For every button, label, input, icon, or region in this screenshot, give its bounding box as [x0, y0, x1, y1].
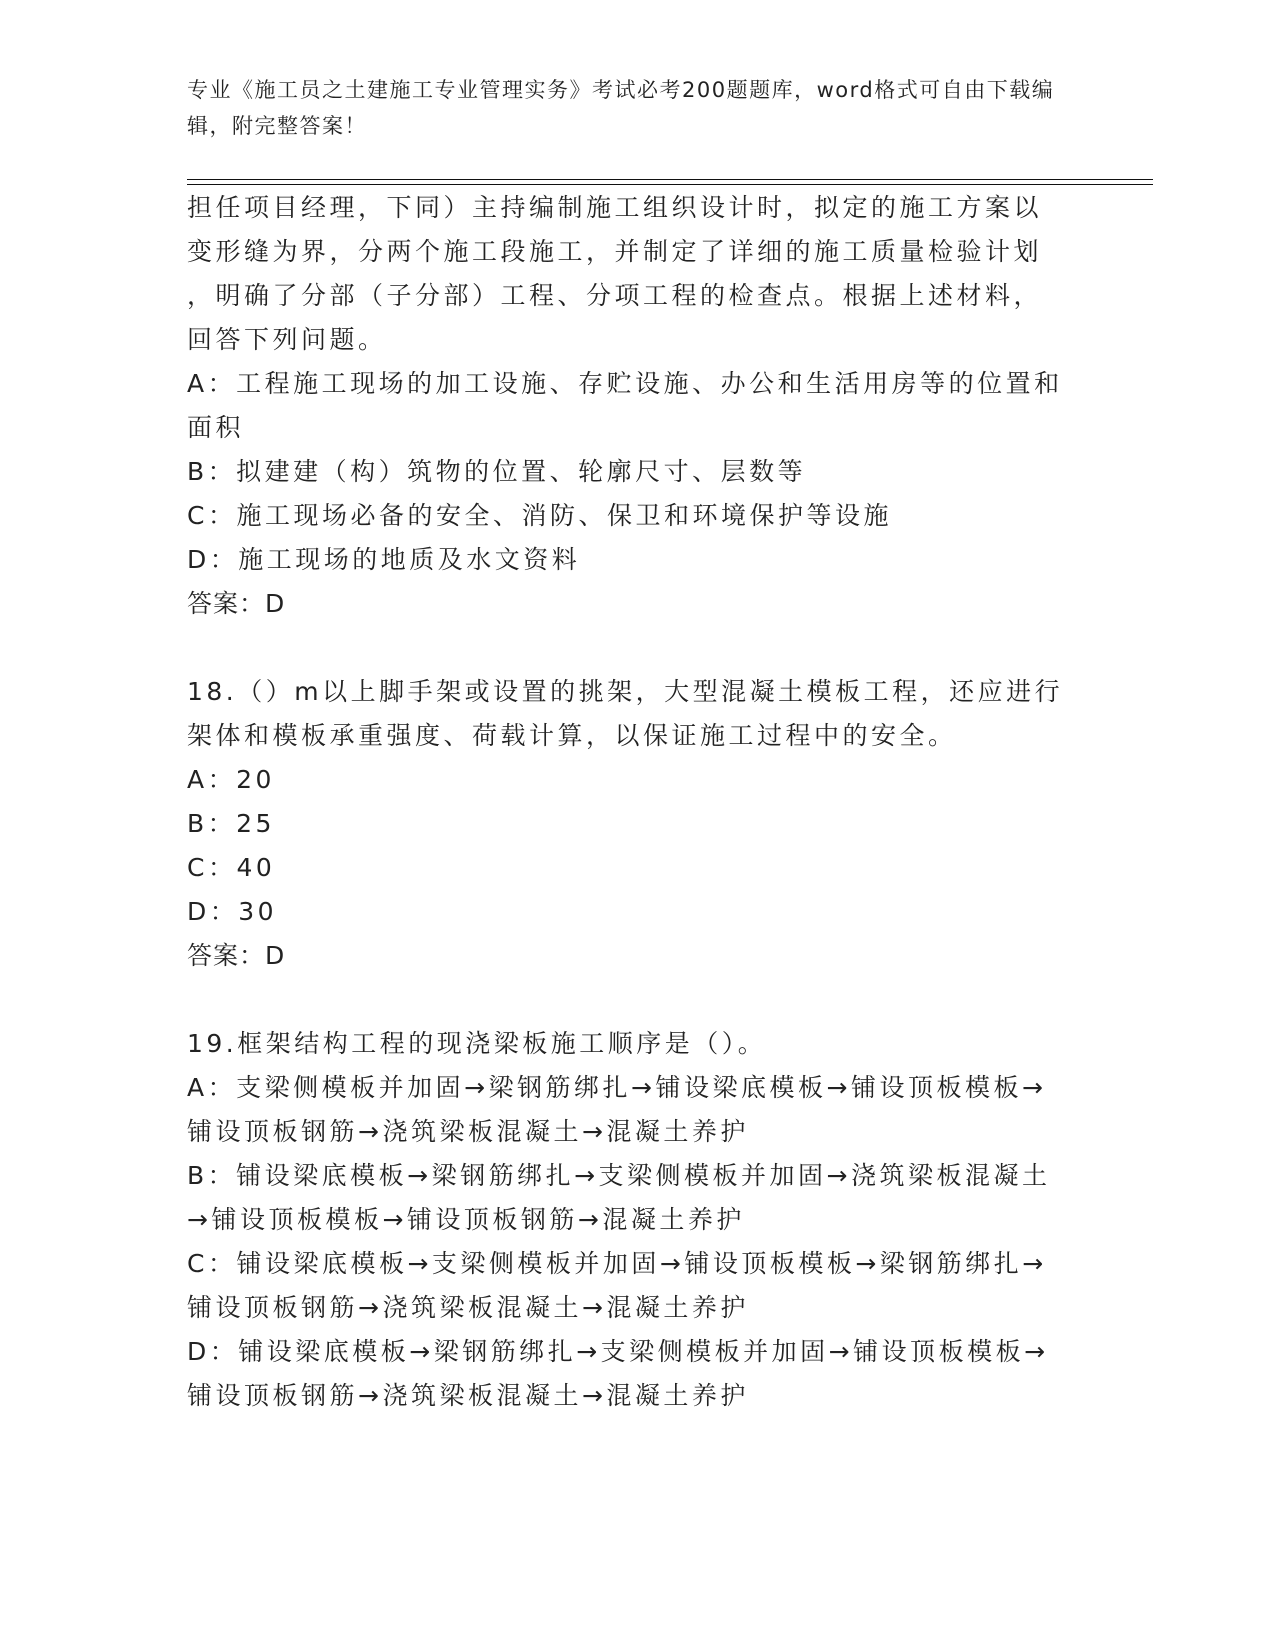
question-19-option-a-cont: 铺设顶板钢筋→浇筑梁板混凝土→混凝土养护	[187, 1117, 749, 1146]
question-17-option-d: D：施工现场的地质及水文资料	[187, 545, 581, 574]
question-18-option-c: C：40	[187, 853, 276, 882]
question-17-text-line: 回答下列问题。	[187, 325, 387, 354]
page-header: 专业《施工员之土建施工专业管理实务》考试必考200题题库，word格式可自由下载编辑，附完整答案！	[187, 78, 1055, 138]
question-19-option-d-cont: 铺设顶板钢筋→浇筑梁板混凝土→混凝土养护	[187, 1381, 749, 1410]
question-17-option-a-cont: 面积	[187, 413, 245, 442]
question-18-option-b: B：25	[187, 809, 275, 838]
question-17-option-b: B：拟建建（构）筑物的位置、轮廓尺寸、层数等	[187, 457, 807, 486]
question-19-option-a: A：支梁侧模板并加固→梁钢筋绑扎→铺设梁底模板→铺设顶板模板→	[187, 1073, 1047, 1102]
question-17-option-c: C：施工现场必备的安全、消防、保卫和环境保护等设施	[187, 501, 892, 530]
question-18-text-line: 18.（）m以上脚手架或设置的挑架，大型混凝土模板工程，还应进行	[187, 677, 1064, 706]
question-17-text-line: ，明确了分部（子分部）工程、分项工程的检查点。根据上述材料，	[187, 281, 1043, 310]
question-19-option-c-cont: 铺设顶板钢筋→浇筑梁板混凝土→混凝土养护	[187, 1293, 749, 1322]
question-19-option-c: C：铺设梁底模板→支梁侧模板并加固→铺设顶板模板→梁钢筋绑扎→	[187, 1249, 1047, 1278]
question-19-option-b-cont: →铺设顶板模板→铺设顶板钢筋→混凝土养护	[187, 1205, 745, 1234]
question-17-text-line: 变形缝为界，分两个施工段施工，并制定了详细的施工质量检验计划	[187, 237, 1043, 266]
question-17-option-a: A：工程施工现场的加工设施、存贮设施、办公和生活用房等的位置和	[187, 369, 1063, 398]
question-18-answer: 答案：D	[187, 941, 286, 970]
question-17-answer: 答案：D	[187, 589, 286, 618]
question-18-option-d: D：30	[187, 897, 278, 926]
question-18-option-a: A：20	[187, 765, 275, 794]
question-18-text-line: 架体和模板承重强度、荷载计算，以保证施工过程中的安全。	[187, 721, 957, 750]
header-rule-top	[187, 179, 1153, 180]
question-17-text-line: 担任项目经理，下同）主持编制施工组织设计时，拟定的施工方案以	[187, 193, 1043, 222]
question-19-option-b: B：铺设梁底模板→梁钢筋绑扎→支梁侧模板并加固→浇筑梁板混凝土	[187, 1161, 1051, 1190]
header-rule-bottom	[187, 184, 1153, 185]
question-19-option-d: D：铺设梁底模板→梁钢筋绑扎→支梁侧模板并加固→铺设顶板模板→	[187, 1337, 1049, 1366]
question-19-text-line: 19.框架结构工程的现浇梁板施工顺序是（）。	[187, 1029, 767, 1058]
